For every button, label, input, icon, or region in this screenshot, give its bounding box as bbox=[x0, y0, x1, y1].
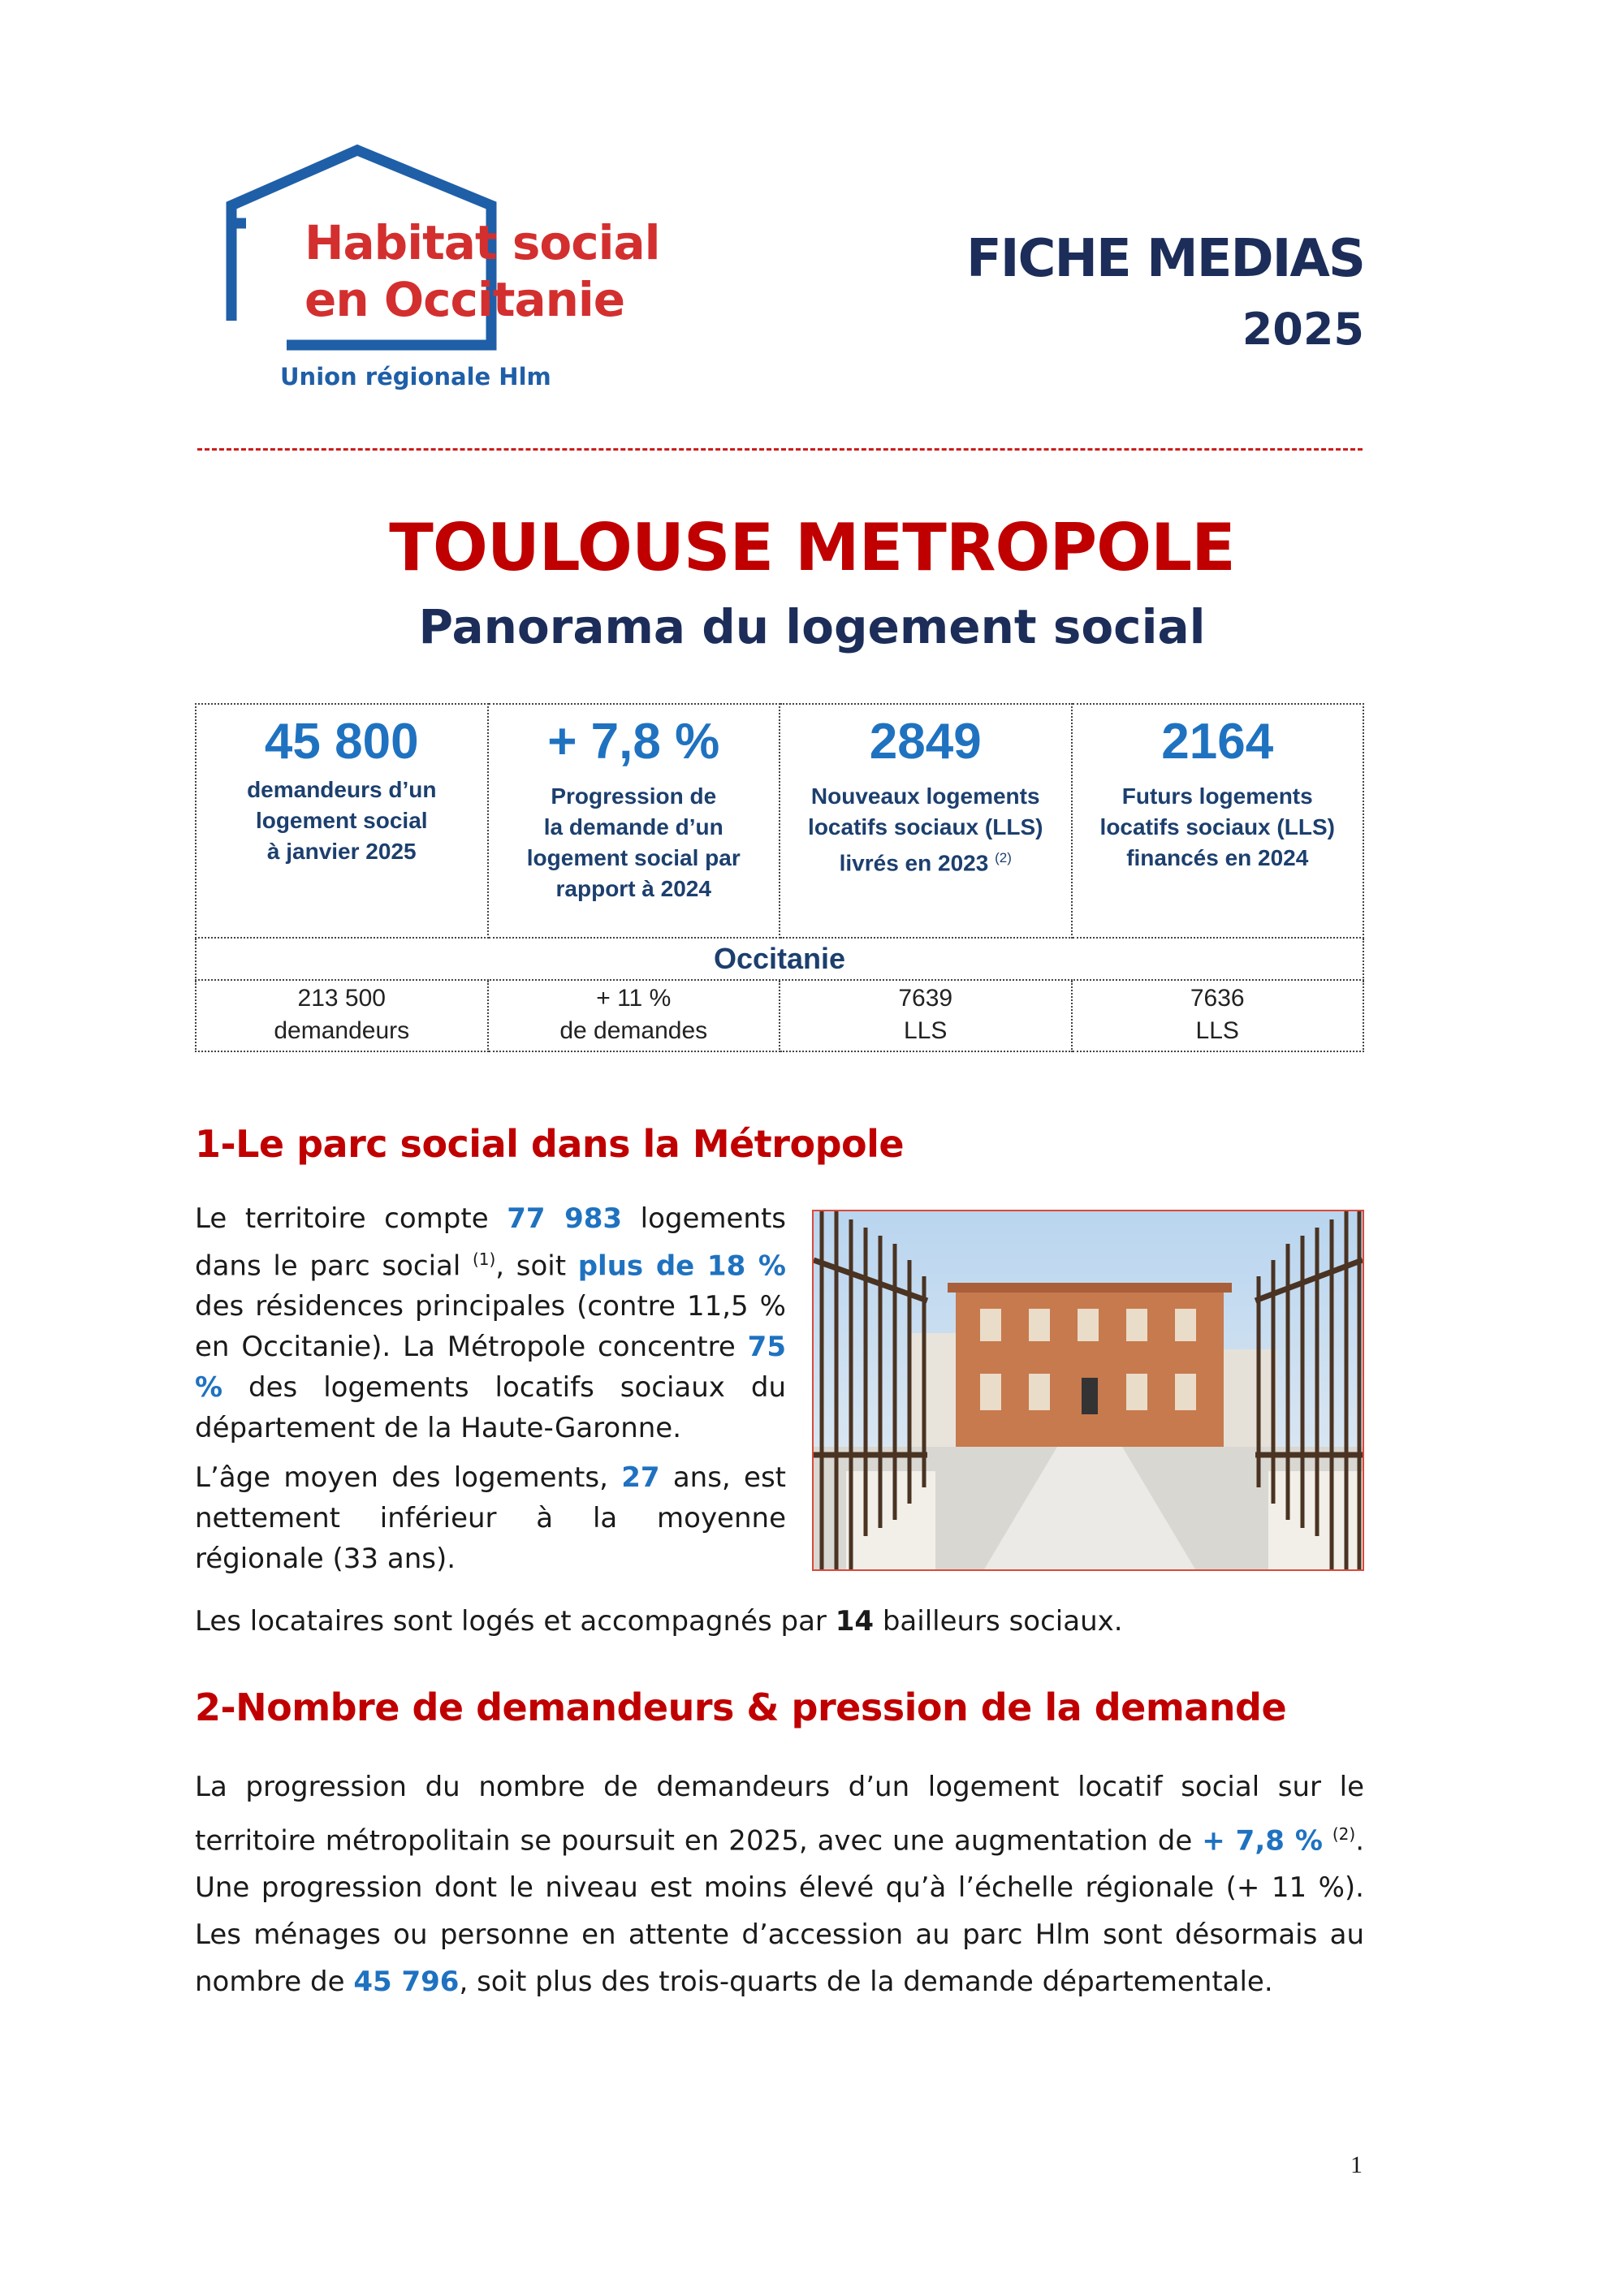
logo-line1: Habitat social bbox=[304, 215, 660, 270]
page-number: 1 bbox=[1350, 2151, 1363, 2178]
page-subtitle: Panorama du logement social bbox=[418, 599, 1206, 654]
stats-table bbox=[195, 703, 1364, 1052]
occitanie-heading: Occitanie bbox=[196, 938, 1363, 980]
section1-title: 1-Le parc social dans la Métropole bbox=[195, 1122, 905, 1166]
building-photo-image bbox=[814, 1211, 1363, 1569]
fiche-year: 2025 bbox=[1242, 304, 1364, 355]
stat-desc: Progression de la demande d’un logement social par rapport à 2024 bbox=[526, 783, 741, 901]
section2-paragraph1: La progression du nombre de demandeurs d’un logement locatif social sur le territoire métropolitain se poursuit en 2025, avec une augmentation de + 7,8 % $^{(2)}$. Une progression dont le niveau est moins élevé qu’à l’échelle régionale (+ 11 %). Les ménages ou personne en attente d’accession au parc Hlm sont désormais au nombre de 45 796, soit plus des trois-quarts de la demande départementale. bbox=[195, 1771, 1365, 1999]
fiche-title: FICHE MEDIAS bbox=[965, 229, 1364, 289]
stat-value: + 7,8 % bbox=[547, 714, 720, 770]
stat-desc: Futurs logements locatifs sociaux (LLS) financés en 2024 bbox=[1099, 783, 1335, 870]
stat-desc: Nouveaux logements locatifs sociaux (LLS) livrés en 2023 $^{(2)}$ bbox=[808, 783, 1043, 876]
section1-paragraph2: L’âge moyen des logements, 27 ans, est nettement inférieur à la moyenne régionale (33 ans). bbox=[195, 1461, 786, 1575]
building-photo bbox=[812, 1210, 1364, 1571]
divider-line bbox=[197, 448, 1363, 451]
stat-value: 2164 bbox=[1161, 714, 1274, 770]
logo-line3: Union régionale Hlm bbox=[280, 363, 551, 391]
stat-desc: demandeurs d’un logement social à janvier 2025 bbox=[247, 777, 437, 864]
stat-cell bbox=[780, 704, 1072, 938]
logo-line2: en Occitanie bbox=[304, 272, 625, 327]
occitanie-cell: + 11 % de demandes bbox=[488, 980, 780, 1051]
section1-paragraph1: Le territoire compte 77 983 logements dans le parc social $^{(1)}$, soit plus de 18 % des résidences principales (contre 11,5 % en Occitanie). La Métropole concentre 75 % des logements locatifs sociaux du département de la Haute-Garonne. bbox=[195, 1202, 787, 1445]
logo bbox=[199, 142, 662, 402]
stat-value: 45 800 bbox=[264, 714, 419, 770]
stat-cell bbox=[1072, 704, 1364, 938]
stat-cell bbox=[196, 704, 488, 938]
footnote-ref: (2) bbox=[995, 850, 1012, 865]
section1-paragraph3: Les locataires sont logés et accompagnés par 14 bailleurs sociaux. bbox=[195, 1605, 1123, 1638]
stat-value: 2849 bbox=[869, 714, 982, 770]
occitanie-cell: 7636 LLS bbox=[1072, 980, 1364, 1051]
page-title: TOULOUSE METROPOLE bbox=[389, 510, 1235, 585]
section2-title: 2-Nombre de demandeurs & pression de la demande bbox=[195, 1685, 1287, 1729]
occitanie-cell: 213 500 demandeurs bbox=[196, 980, 488, 1051]
occitanie-cell: 7639 LLS bbox=[780, 980, 1072, 1051]
stat-cell bbox=[488, 704, 780, 938]
